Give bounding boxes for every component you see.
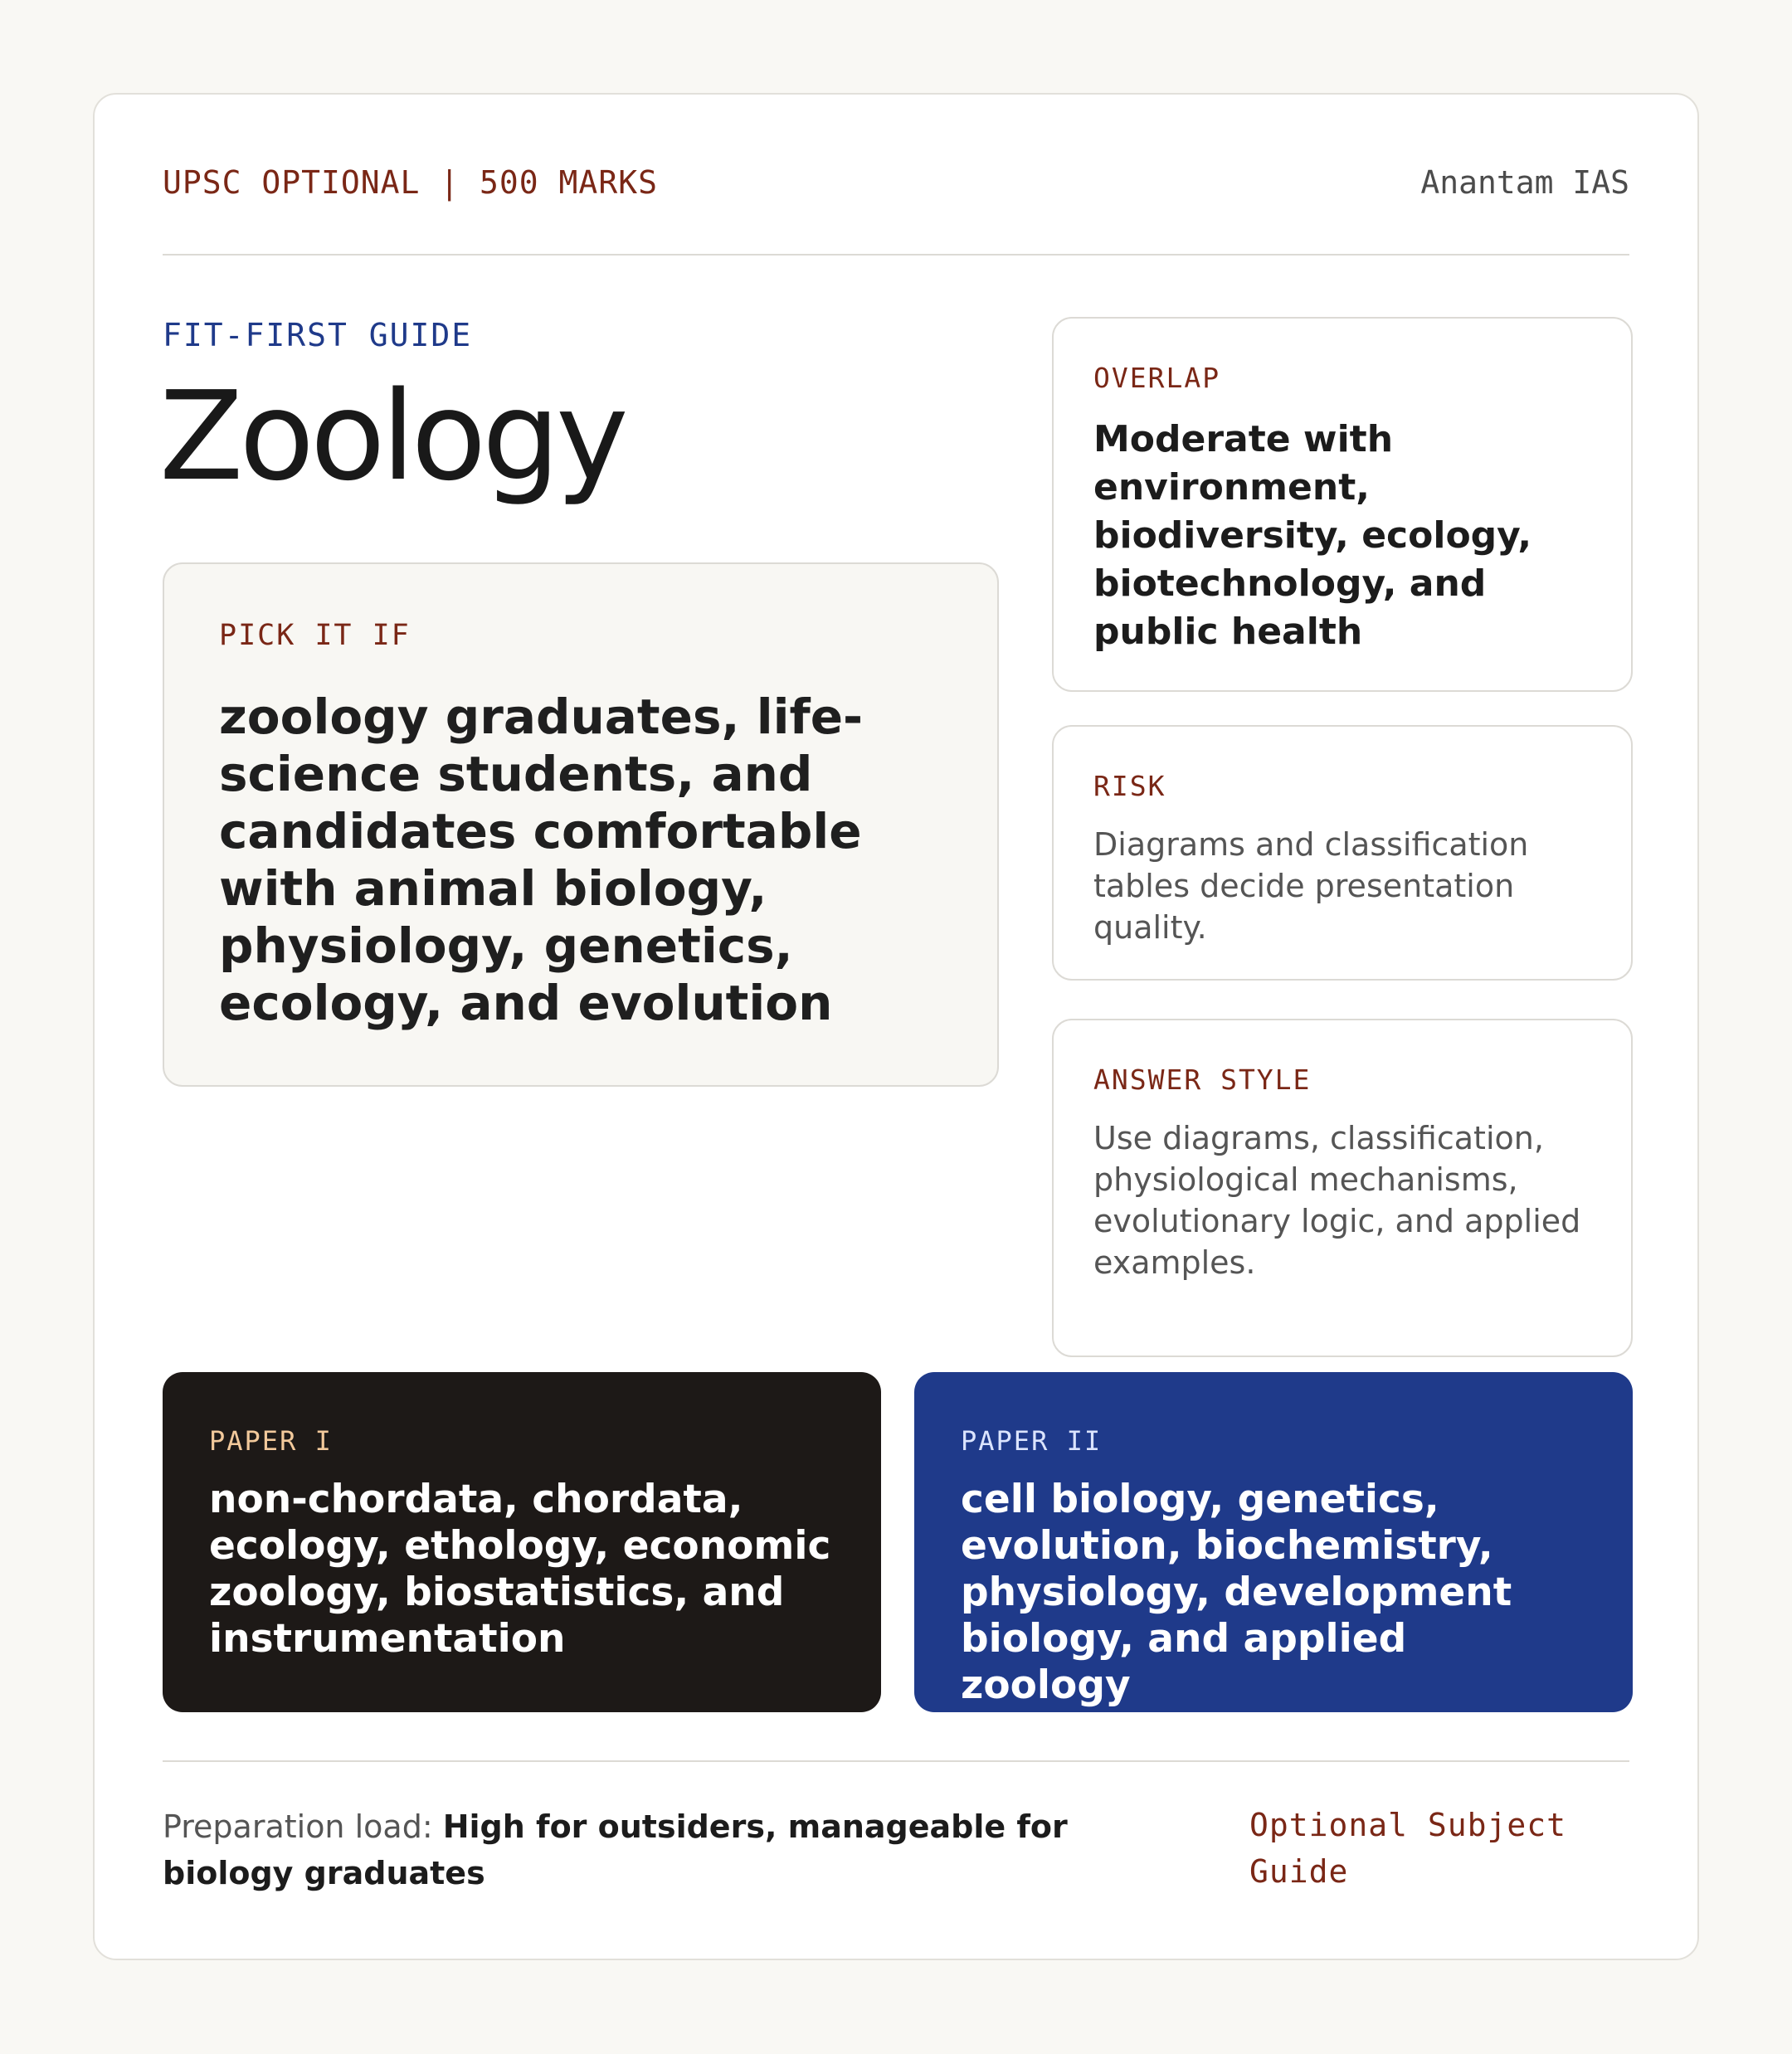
overlap-text: Moderate with environment, biodiversity, ecology, biotechnology, and public health (1093, 418, 1532, 653)
risk-label: RISK (1093, 770, 1166, 802)
overlap-panel (1052, 317, 1633, 692)
paper-2-panel (914, 1372, 1633, 1712)
brand-name: Anantam IAS (1420, 164, 1629, 201)
preparation-load-value: High for outsiders, manageable for biology graduates (163, 1808, 1068, 1891)
pick-it-if-text: zoology graduates, life-science students, and candidates comfortable with animal biology, physiology, genetics, ecology, and evolution (219, 689, 864, 1031)
page-title: Zoology (159, 365, 625, 508)
risk-text: Diagrams and classification tables decide presentation quality. (1093, 826, 1529, 946)
preparation-load-label: Preparation load: (163, 1808, 433, 1845)
answer-style-panel (1052, 1019, 1633, 1357)
answer-style-text: Use diagrams, classification, physiological mechanisms, evolutionary logic, and applied examples. (1093, 1120, 1581, 1281)
guide-card (93, 93, 1699, 1960)
answer-style-label: ANSWER STYLE (1093, 1064, 1312, 1096)
exam-label: UPSC OPTIONAL | 500 MARKS (163, 164, 658, 201)
paper-1-panel (163, 1372, 881, 1712)
paper-2-text: cell biology, genetics, evolution, biochemistry, physiology, development biology, and applied zoology (961, 1477, 1512, 1708)
footer-divider (163, 1760, 1629, 1762)
pick-it-if-panel (163, 562, 999, 1087)
paper-2-label: PAPER II (961, 1425, 1103, 1457)
preparation-load (163, 1803, 1208, 1896)
risk-panel (1052, 725, 1633, 981)
paper-1-label: PAPER I (209, 1425, 333, 1457)
guide-type-label: Optional Subject Guide (1249, 1807, 1567, 1890)
guide-eyebrow: FIT-FIRST GUIDE (163, 317, 473, 353)
overlap-label: OVERLAP (1093, 362, 1221, 394)
header-divider (163, 254, 1629, 256)
pick-it-if-label: PICK IT IF (219, 619, 411, 652)
paper-1-text: non-chordata, chordata, ecology, ethology, economic zoology, biostatistics, and instrumentation (209, 1477, 831, 1662)
